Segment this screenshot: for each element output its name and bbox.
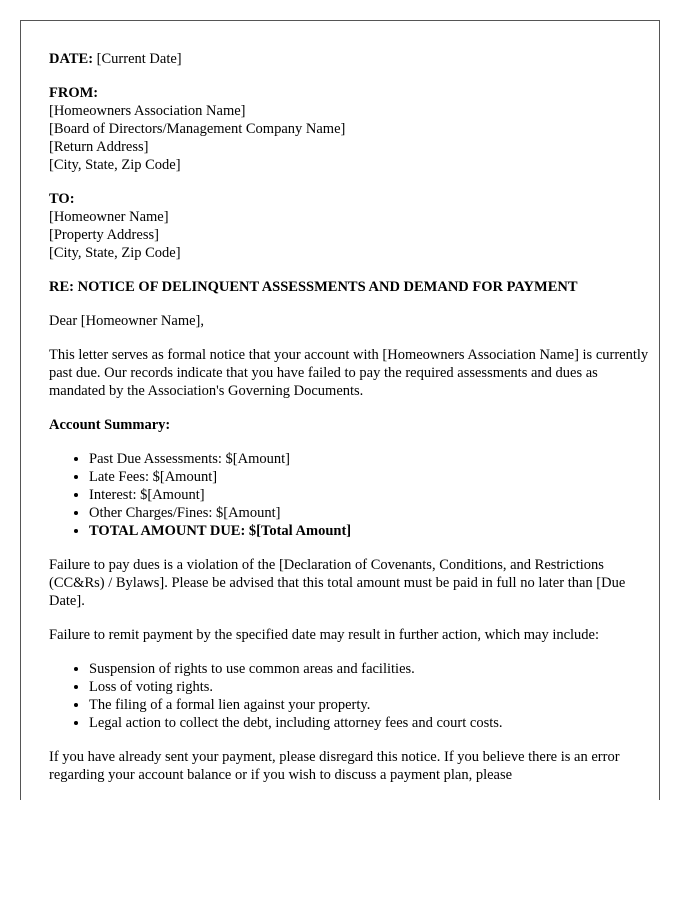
to-line-city: [City, State, Zip Code]: [49, 245, 181, 261]
intro-paragraph: This letter serves as formal notice that your account with [Homeowners Association Name] is currently past due. Our records indicate that you have failed to pay the required assessments and dues as mandated by the Association's Governing Documents.: [49, 347, 649, 399]
letter-page: [20, 20, 660, 800]
actions-list: [49, 660, 649, 732]
summary-item-late-fees: • Late Fees: $[Amount]: [89, 468, 649, 486]
salutation: Dear [Homeowner Name],: [49, 313, 204, 329]
from-label: FROM:: [49, 85, 99, 101]
action-item-voting: • Loss of voting rights.: [89, 678, 649, 696]
action-item-suspension: • Suspension of rights to use common areas and facilities.: [89, 660, 649, 678]
from-line-association: [Homeowners Association Name]: [49, 103, 246, 119]
summary-item-interest: • Interest: $[Amount]: [89, 486, 649, 504]
date-value: [Current Date]: [96, 51, 182, 67]
summary-item-total: • TOTAL AMOUNT DUE: $[Total Amount]: [89, 522, 649, 540]
closing-paragraph: If you have already sent your payment, please disregard this notice. If you believe there is an error regarding your account balance or if you wish to discuss a payment plan, please: [49, 749, 620, 783]
summary-item-other-charges: • Other Charges/Fines: $[Amount]: [89, 504, 649, 522]
account-summary-heading: Account Summary:: [49, 417, 171, 433]
from-line-address: [Return Address]: [49, 139, 149, 155]
action-item-lien: • The filing of a formal lien against your property.: [89, 696, 649, 714]
subject-line: RE: NOTICE OF DELINQUENT ASSESSMENTS AND DEMAND FOR PAYMENT: [49, 279, 578, 295]
action-item-legal: • Legal action to collect the debt, including attorney fees and court costs.: [89, 714, 649, 732]
from-line-board: [Board of Directors/Management Company Name]: [49, 121, 346, 137]
account-summary-list: [49, 450, 649, 540]
to-label: TO:: [49, 191, 75, 207]
violation-paragraph: Failure to pay dues is a violation of the [Declaration of Covenants, Conditions, and Restrictions (CC&Rs) / Bylaws]. Please be advised that this total amount must be paid in full no later than [Due Date].: [49, 557, 626, 609]
action-paragraph: Failure to remit payment by the specified date may result in further action, which may include:: [49, 627, 600, 643]
letter-content: [49, 50, 649, 784]
date-label: DATE:: [49, 51, 94, 67]
summary-item-assessments: • Past Due Assessments: $[Amount]: [89, 450, 649, 468]
to-line-homeowner: [Homeowner Name]: [49, 209, 169, 225]
to-line-property: [Property Address]: [49, 227, 159, 243]
to-block: [49, 190, 649, 262]
from-line-city: [City, State, Zip Code]: [49, 157, 181, 173]
date-line: [49, 50, 649, 68]
from-block: [49, 84, 649, 174]
